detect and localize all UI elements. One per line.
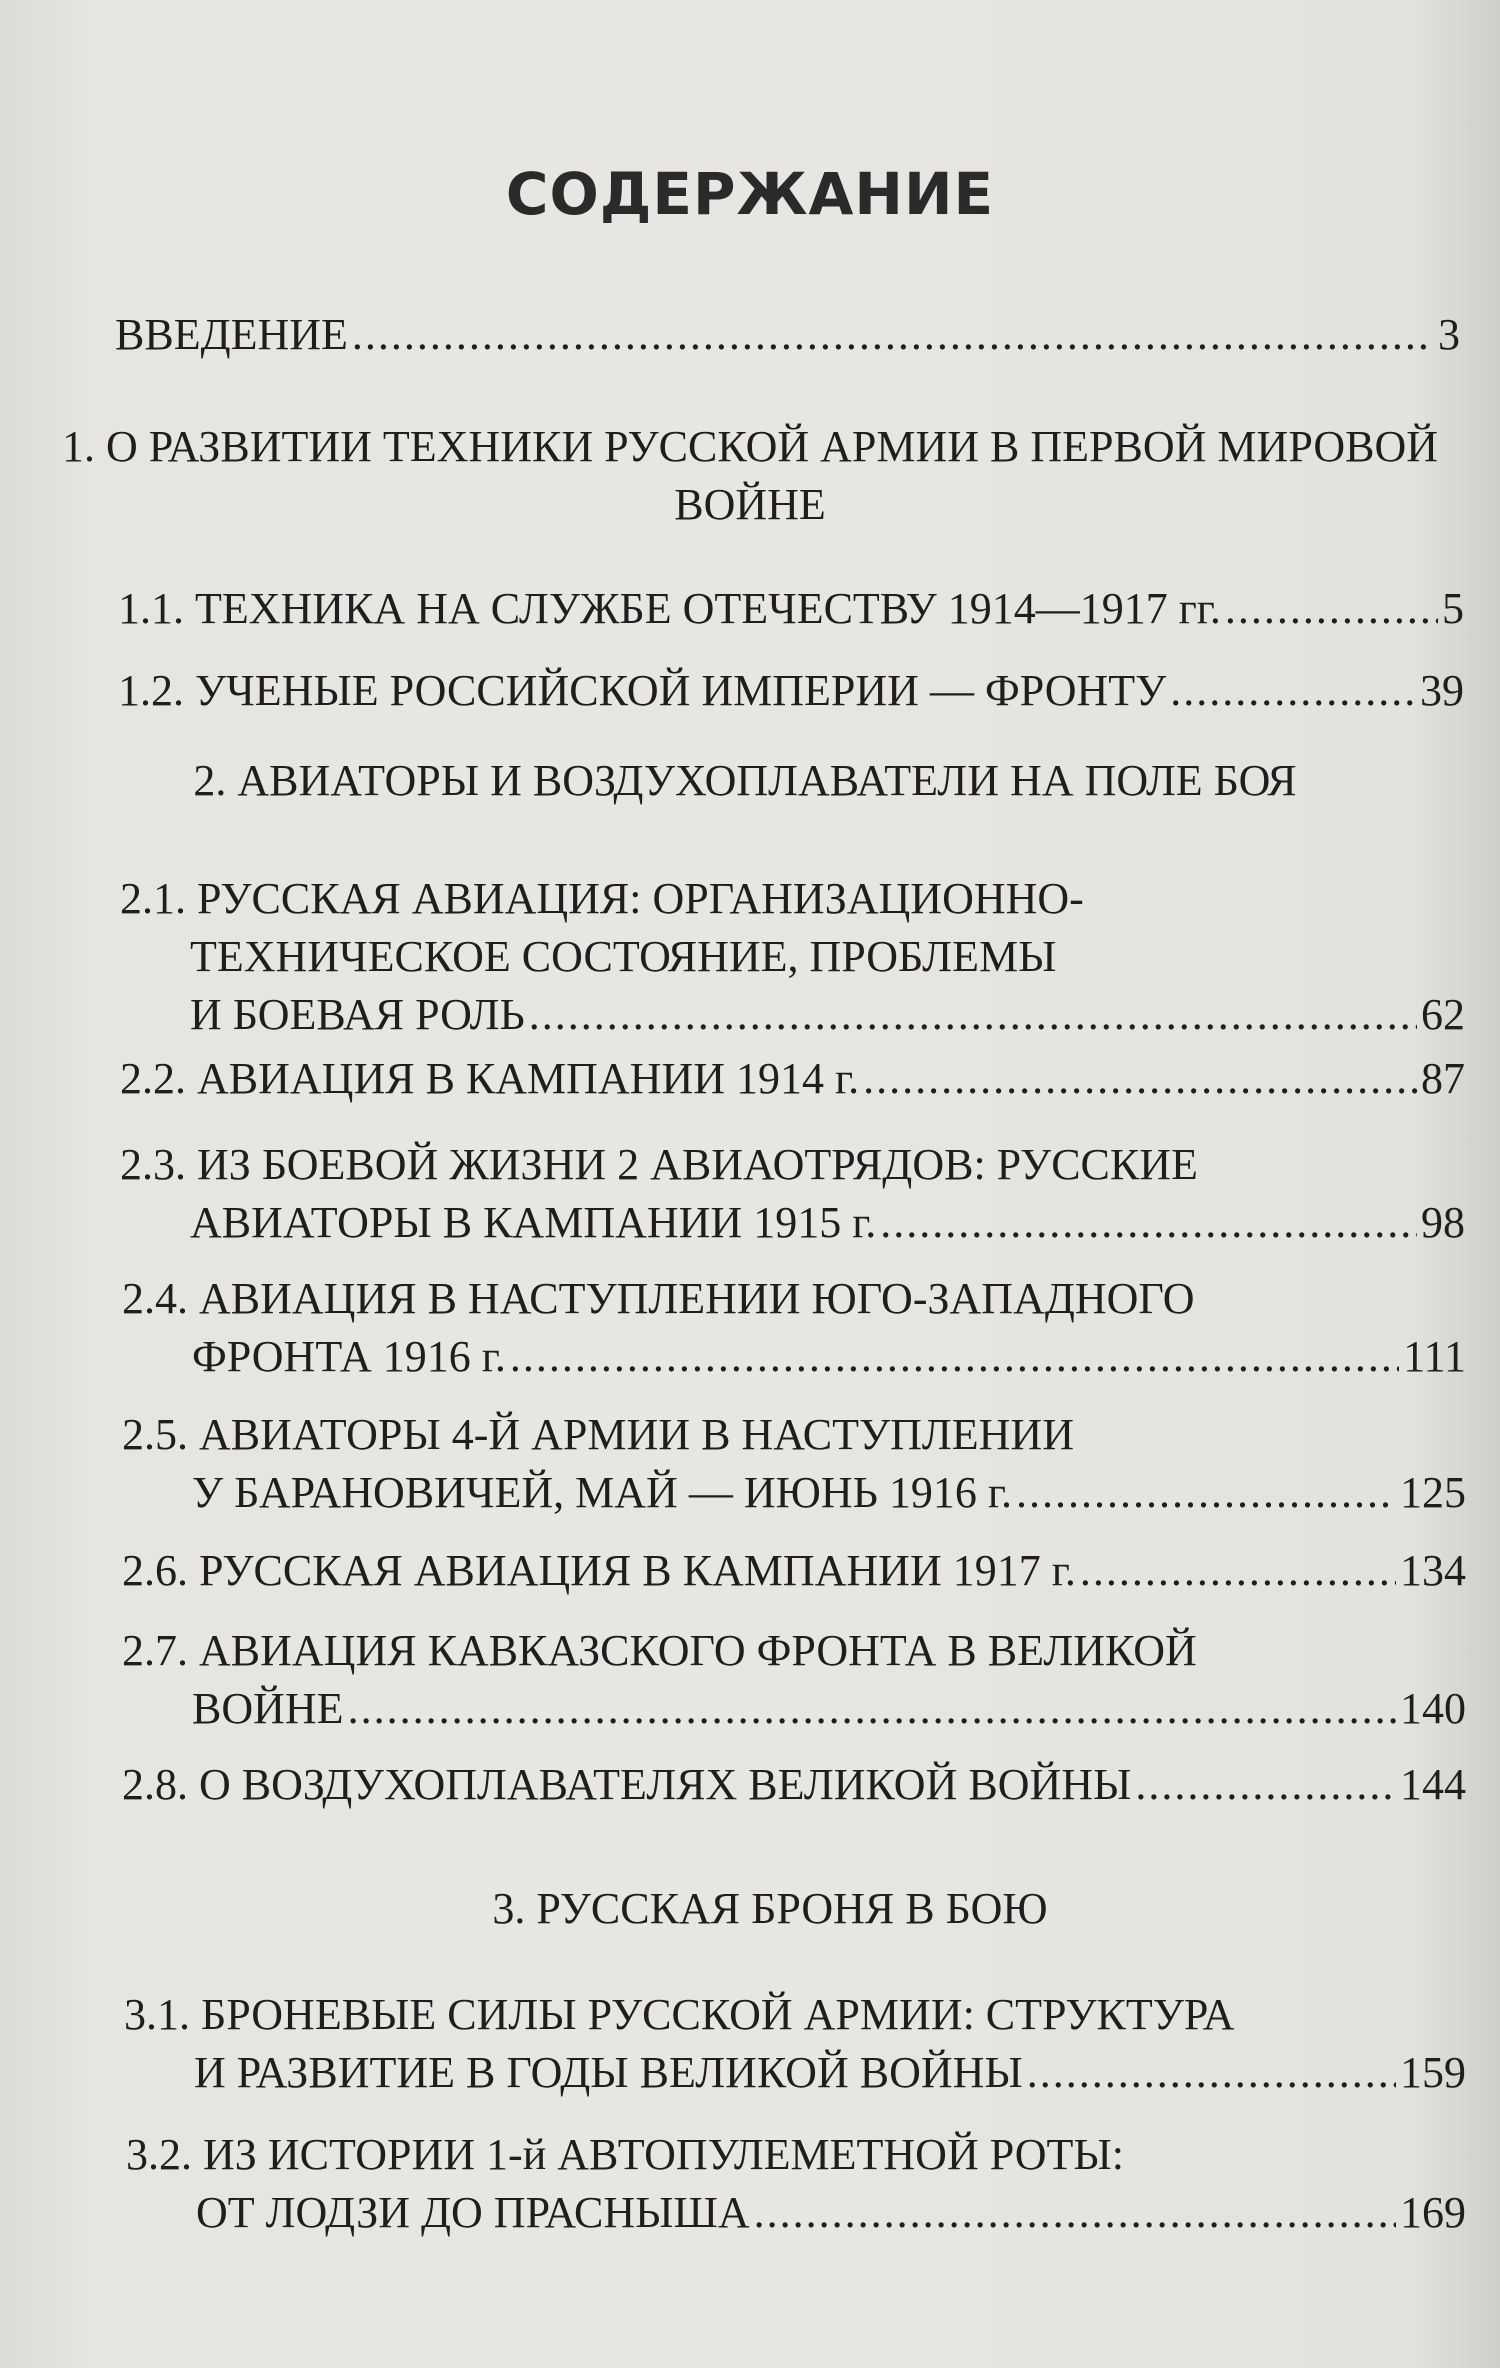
toc-entry-1-1[interactable] <box>118 580 1464 638</box>
page-number: 125 <box>1400 1468 1466 1517</box>
dot-leader <box>1016 1464 1396 1522</box>
section-heading-3 <box>20 1880 1500 1938</box>
page-number: 144 <box>1400 1760 1466 1809</box>
page-title: СОДЕРЖАНИЕ <box>505 160 995 228</box>
entry-text: 2.1. РУССКАЯ АВИАЦИЯ: ОРГАНИЗАЦИОННО- <box>120 874 1084 923</box>
entry-text: 2.6. РУССКАЯ АВИАЦИЯ В КАМПАНИИ 1917 г. <box>122 1546 1076 1595</box>
entry-text: 2.3. ИЗ БОЕВОЙ ЖИЗНИ 2 АВИАОТРЯДОВ: РУССКИЕ <box>120 1140 1198 1189</box>
entry-text: АВИАТОРЫ В КАМПАНИИ 1915 г. <box>190 1198 877 1247</box>
dot-leader <box>352 306 1434 364</box>
dot-leader <box>529 986 1417 1044</box>
entry-text: 1.1. ТЕХНИКА НА СЛУЖБЕ ОТЕЧЕСТВУ 1914—1917 гг. <box>118 584 1221 633</box>
entry-text: И РАЗВИТИЕ В ГОДЫ ВЕЛИКОЙ ВОЙНЫ <box>194 2048 1023 2097</box>
entry-text: ТЕХНИЧЕСКОЕ СОСТОЯНИЕ, ПРОБЛЕМЫ <box>190 932 1057 981</box>
dot-leader <box>863 1050 1417 1108</box>
dot-leader <box>1135 1756 1396 1814</box>
page-number: 39 <box>1420 666 1464 715</box>
dot-leader <box>1027 2044 1396 2102</box>
entry-text: 1.2. УЧЕНЫЕ РОССИЙСКОЙ ИМПЕРИИ — ФРОНТУ <box>118 666 1167 715</box>
entry-text: 2.4. АВИАЦИЯ В НАСТУПЛЕНИИ ЮГО-ЗАПАДНОГО <box>122 1274 1195 1323</box>
section-heading-line: В ПЕРВОЙ МИРОВОЙ ВОЙНЕ <box>674 422 1438 529</box>
entry-text: 2.2. АВИАЦИЯ В КАМПАНИИ 1914 г. <box>120 1054 860 1103</box>
page-number: 140 <box>1400 1684 1466 1733</box>
page-number: 134 <box>1400 1546 1466 1595</box>
entry-text: 2.5. АВИАТОРЫ 4-Й АРМИИ В НАСТУПЛЕНИИ <box>122 1410 1074 1459</box>
toc-entry-2-6[interactable] <box>122 1542 1466 1600</box>
section-heading-2 <box>0 752 1495 810</box>
entry-text: ВВЕДЕНИЕ <box>115 310 348 359</box>
toc-entry-2-3[interactable] <box>120 1136 1465 1252</box>
section-heading-line: 2. АВИАТОРЫ И ВОЗДУХОПЛАВАТЕЛИ НА ПОЛЕ БОЯ <box>193 756 1297 805</box>
dot-leader <box>880 1194 1417 1252</box>
page-number: 62 <box>1421 990 1465 1039</box>
toc-entry-1-2[interactable] <box>118 662 1464 720</box>
page-number: 98 <box>1421 1198 1465 1247</box>
entry-text: 2.7. АВИАЦИЯ КАВКАЗСКОГО ФРОНТА В ВЕЛИКОЙ <box>122 1626 1197 1675</box>
section-heading-1 <box>0 418 1500 534</box>
toc-entry-3-2[interactable] <box>126 2126 1466 2242</box>
toc-entry-intro[interactable] <box>115 306 1460 364</box>
entry-text: 3.2. ИЗ ИСТОРИИ 1-й АВТОПУЛЕМЕТНОЙ РОТЫ: <box>126 2130 1124 2179</box>
page-number: 5 <box>1442 584 1464 633</box>
section-heading-line: 1. О РАЗВИТИИ ТЕХНИКИ РУССКОЙ АРМИИ <box>62 422 980 471</box>
toc-entry-3-1[interactable] <box>124 1986 1466 2102</box>
entry-text: ФРОНТА 1916 г. <box>192 1332 506 1381</box>
entry-text: У БАРАНОВИЧЕЙ, МАЙ — ИЮНЬ 1916 г. <box>192 1468 1012 1517</box>
entry-text: ОТ ЛОДЗИ ДО ПРАСНЫША <box>196 2188 750 2237</box>
dot-leader <box>1080 1542 1396 1600</box>
dot-leader <box>510 1328 1399 1386</box>
entry-text: 3.1. БРОНЕВЫЕ СИЛЫ РУССКОЙ АРМИИ: СТРУКТУРА <box>124 1990 1235 2039</box>
page-number: 169 <box>1400 2188 1466 2237</box>
dot-leader <box>1170 662 1416 720</box>
entry-text: И БОЕВАЯ РОЛЬ <box>190 990 525 1039</box>
page-number: 111 <box>1403 1332 1466 1381</box>
entry-text: ВОЙНЕ <box>192 1684 344 1733</box>
toc-entry-2-2[interactable] <box>120 1050 1465 1108</box>
page-number: 3 <box>1438 310 1460 359</box>
toc-entry-2-1[interactable] <box>120 870 1465 1044</box>
page-number: 159 <box>1400 2048 1466 2097</box>
dot-leader <box>754 2184 1396 2242</box>
entry-text: 2.8. О ВОЗДУХОПЛАВАТЕЛЯХ ВЕЛИКОЙ ВОЙНЫ <box>122 1760 1132 1809</box>
toc-entry-2-8[interactable] <box>122 1756 1466 1814</box>
dot-leader <box>1225 580 1438 638</box>
page-number: 87 <box>1421 1054 1465 1103</box>
toc-entry-2-4[interactable] <box>122 1270 1466 1386</box>
toc-entry-2-7[interactable] <box>122 1622 1466 1738</box>
section-heading-line: 3. РУССКАЯ БРОНЯ В БОЮ <box>492 1884 1048 1933</box>
toc-entry-2-5[interactable] <box>122 1406 1466 1522</box>
dot-leader <box>348 1680 1396 1738</box>
